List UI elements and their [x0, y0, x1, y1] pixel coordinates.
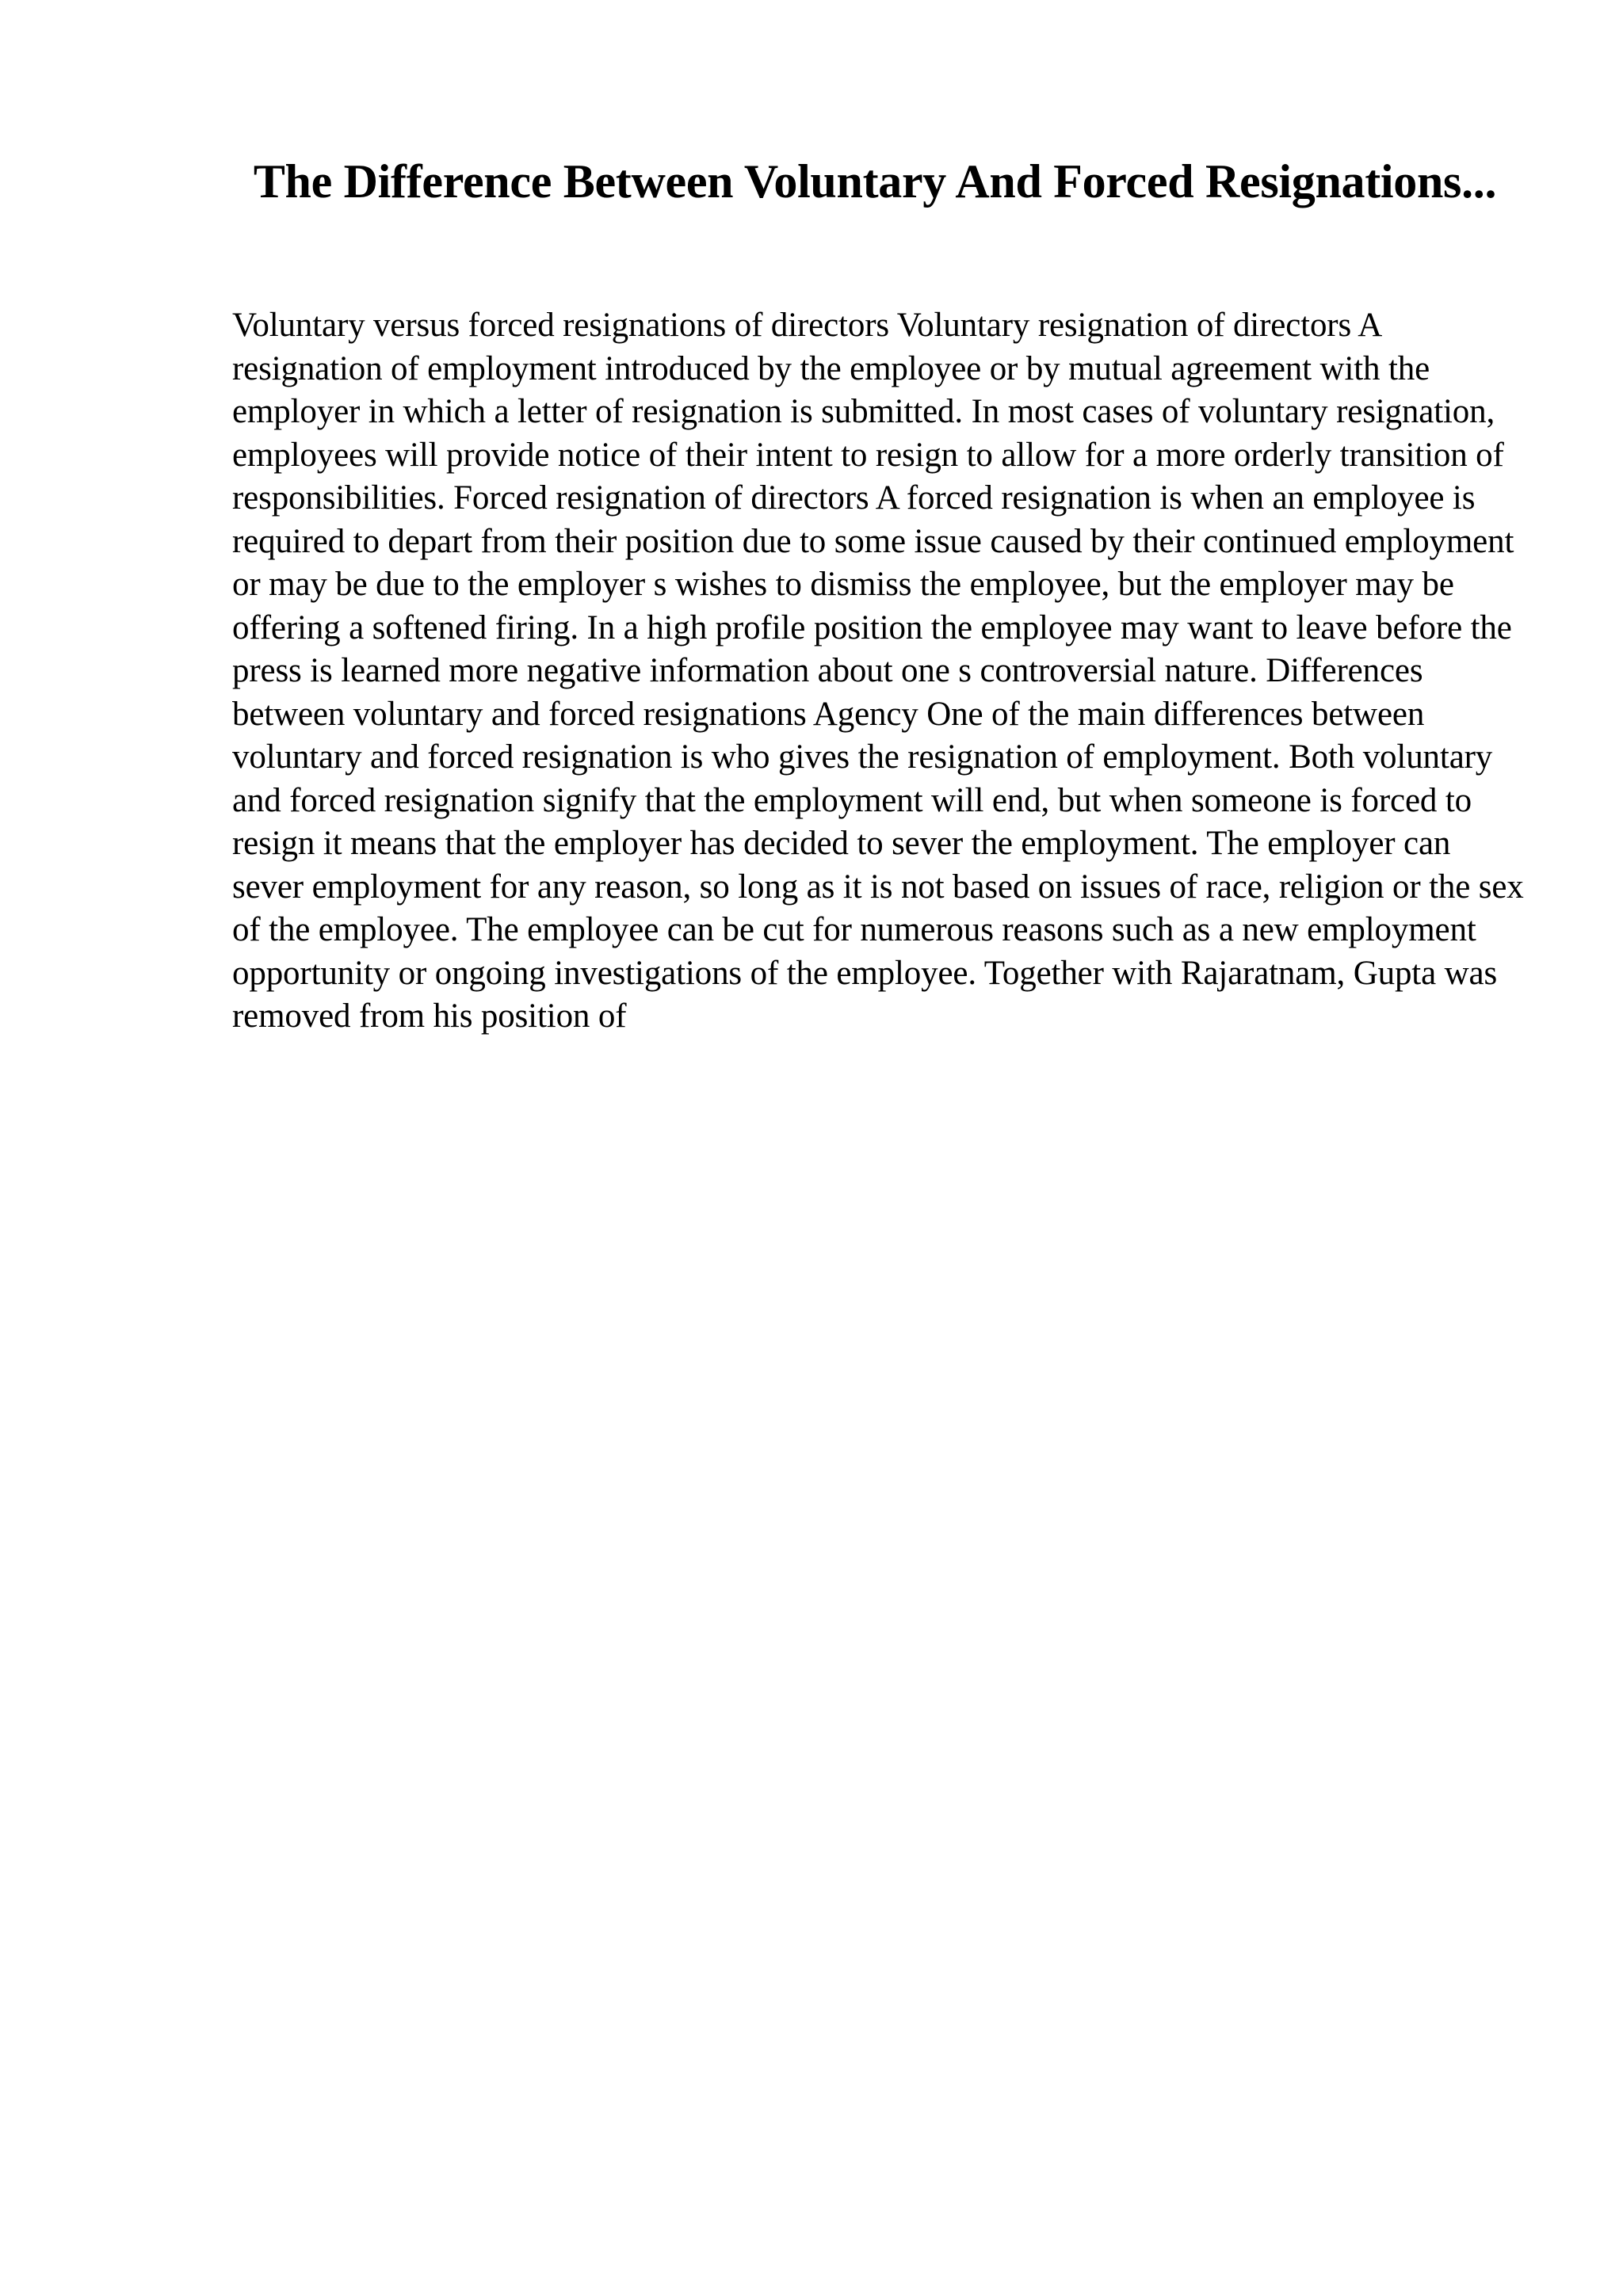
document-body: Voluntary versus forced resignations of directors Voluntary resignation of directors A resignation of employment introduced by the employee or by mutual agreement with the employer in which a letter of resignation is submitted. In most cases of voluntary resignation, employees will provide notice of their intent to resign to allow for a more orderly transition of responsibilities. Forced resignation of directors A forced resignation is when an employee is required to depart from their position due to some issue caused by their continued employment or may be due to the employer s wishes to dismiss the employee, but the employer may be offering a softened firing. In a high profile position the employee may want to leave before the press is learned more negative information about one s controversial nature. Differences between voluntary and forced resignations Agency One of the main differences between voluntary and forced resignation is who gives the resignation of employment. Both voluntary and forced resignation signify that the employment will end, but when someone is forced to resign it means that the employer has decided to sever the employment. The employer can sever employment for any reason, so long as it is not based on issues of race, religion or the sex of the employee. The employee can be cut for numerous reasons such as a new employment opportunity or ongoing investigations of the employee. Together with Rajaratnam, Gupta was removed from his position of [232, 307, 1524, 1035]
document-title: The Difference Between Voluntary And Forced Resignations... [253, 155, 1497, 208]
